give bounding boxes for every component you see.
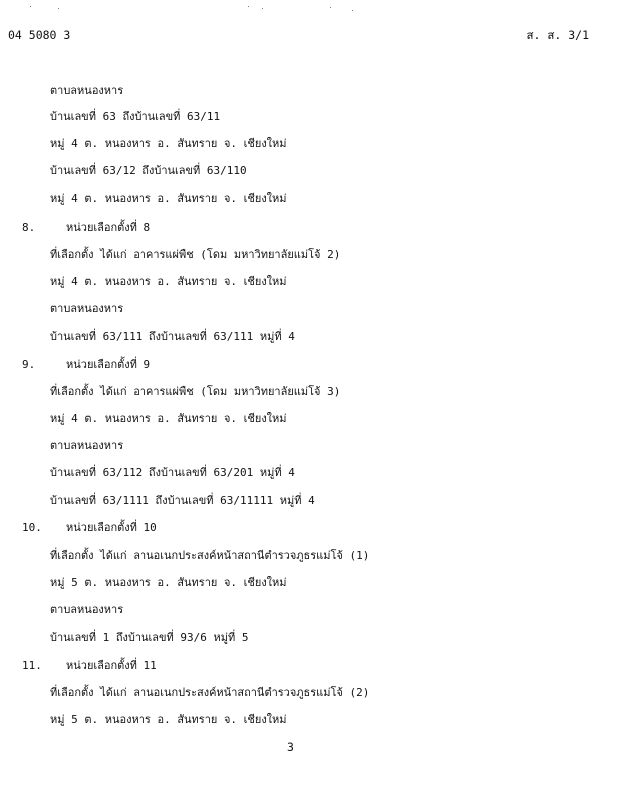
scan-speck: [262, 8, 263, 9]
text-line: บ้านเลขที่ 63/112 ถึงบ้านเลขที่ 63/201 หมู่ที่ 4: [50, 466, 295, 479]
section-number: 10.: [22, 521, 42, 534]
text-line: หมู่ 4 ต. หนองหาร อ. สันทราย จ. เชียงใหม่: [50, 137, 287, 150]
page-number: 3: [287, 740, 294, 754]
section-heading: หน่วยเลือกตั้งที่ 8: [66, 221, 151, 234]
text-line: หมู่ 5 ต. หนองหาร อ. สันทราย จ. เชียงใหม่: [50, 576, 287, 589]
text-line: ตาบลหนองหาร: [50, 603, 124, 616]
text-line: บ้านเลขที่ 63/12 ถึงบ้านเลขที่ 63/110: [50, 164, 247, 177]
form-number: ส. ส. 3/1: [526, 28, 589, 42]
scan-speck: [58, 8, 59, 9]
text-line: ที่เลือกตั้ง ได้แก่ อาคารแผ่พืช (โดม มหาวิทยาลัยแม่โจ้ 3): [50, 385, 341, 398]
document-code: 04 5080 3: [8, 28, 71, 42]
text-line: หมู่ 4 ต. หนองหาร อ. สันทราย จ. เชียงใหม่: [50, 412, 287, 425]
section-number: 8.: [22, 221, 36, 234]
text-line: หมู่ 4 ต. หนองหาร อ. สันทราย จ. เชียงใหม่: [50, 192, 287, 205]
section-heading: หน่วยเลือกตั้งที่ 10: [66, 521, 157, 534]
text-line: บ้านเลขที่ 1 ถึงบ้านเลขที่ 93/6 หมู่ที่ 5: [50, 631, 249, 644]
text-line: ตาบลหนองหาร: [50, 302, 124, 315]
text-line: ที่เลือกตั้ง ได้แก่ ลานอเนกประสงค์หน้าสถานีตำรวจภูธรแม่โจ้ (2): [50, 686, 370, 699]
scan-speck: [248, 6, 249, 7]
text-line: บ้านเลขที่ 63/111 ถึงบ้านเลขที่ 63/111 หมู่ที่ 4: [50, 330, 295, 343]
text-line: หมู่ 4 ต. หนองหาร อ. สันทราย จ. เชียงใหม่: [50, 275, 287, 288]
scan-speck: [330, 7, 331, 8]
text-line: ที่เลือกตั้ง ได้แก่ ลานอเนกประสงค์หน้าสถานีตำรวจภูธรแม่โจ้ (1): [50, 549, 370, 562]
section-heading: หน่วยเลือกตั้งที่ 9: [66, 358, 151, 371]
text-line: บ้านเลขที่ 63/1111 ถึงบ้านเลขที่ 63/11111 หมู่ที่ 4: [50, 494, 315, 507]
text-line: หมู่ 5 ต. หนองหาร อ. สันทราย จ. เชียงใหม่: [50, 713, 287, 726]
text-line: บ้านเลขที่ 63 ถึงบ้านเลขที่ 63/11: [50, 110, 221, 123]
section-number: 11.: [22, 659, 42, 672]
section-number: 9.: [22, 358, 36, 371]
text-line: ตาบลหนองหาร: [50, 84, 124, 97]
section-heading: หน่วยเลือกตั้งที่ 11: [66, 659, 157, 672]
text-line: ที่เลือกตั้ง ได้แก่ อาคารแผ่พืช (โดม มหาวิทยาลัยแม่โจ้ 2): [50, 248, 341, 261]
text-line: ตาบลหนองหาร: [50, 439, 124, 452]
scan-speck: [30, 6, 31, 7]
scan-speck: [352, 10, 353, 11]
